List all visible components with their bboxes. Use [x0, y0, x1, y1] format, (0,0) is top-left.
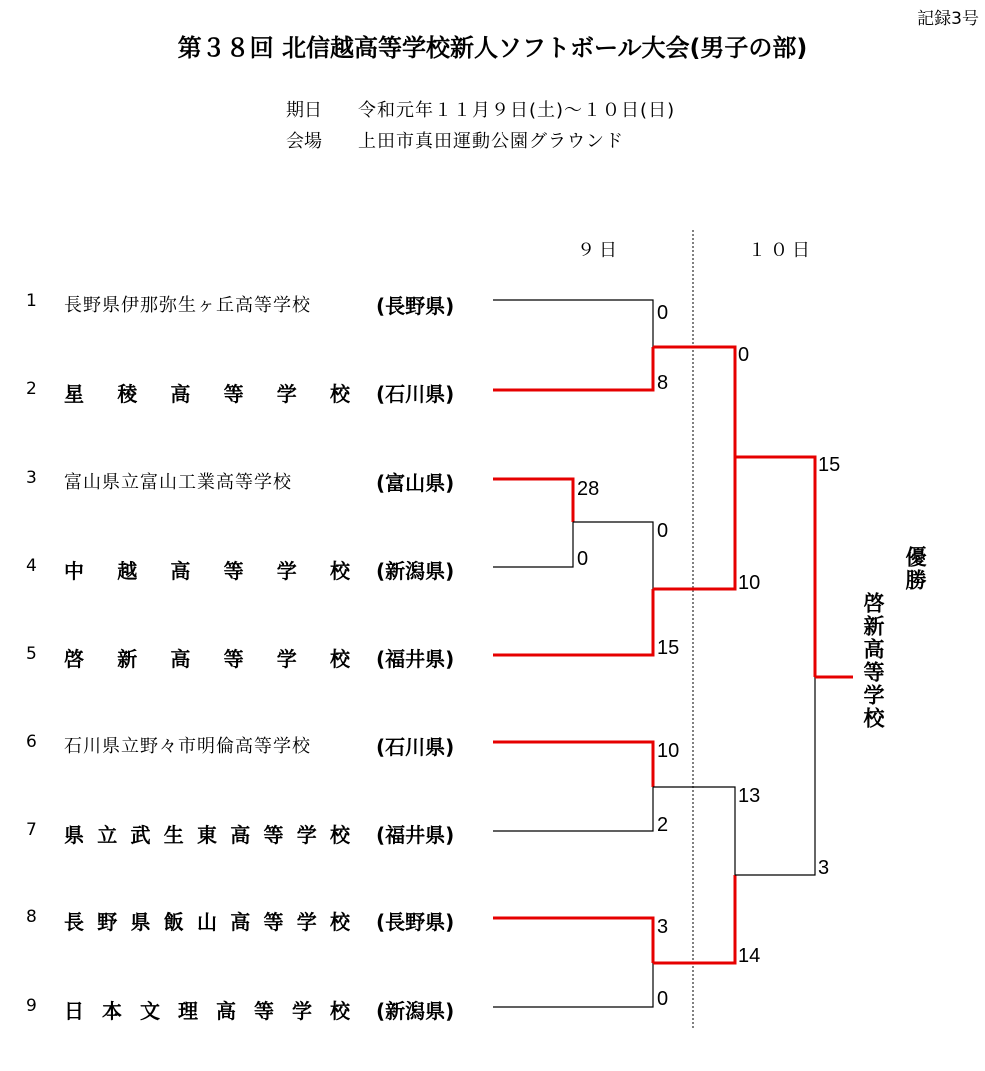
- score-r2-team5: 15: [657, 637, 680, 659]
- champion-label: 優勝: [903, 546, 927, 592]
- team-name: 長野県伊那弥生ヶ丘高等学校: [64, 295, 311, 316]
- team-prefecture: (福井県): [376, 647, 455, 671]
- seed-number: 2: [26, 379, 37, 399]
- bracket-line-team5: [493, 589, 653, 655]
- score-r1-team4: 0: [577, 548, 589, 570]
- page-title: 第３８回 北信越高等学校新人ソフトボール大会(男子の部): [177, 34, 808, 62]
- bracket-line-team8: [493, 918, 653, 963]
- seed-number: 6: [26, 732, 37, 752]
- day-header-2: １０日: [748, 240, 814, 261]
- score-final-top: 15: [818, 454, 841, 476]
- score-r1-team2: 8: [657, 372, 669, 394]
- record-number: 記録3号: [917, 9, 979, 29]
- team-prefecture: (石川県): [376, 382, 455, 406]
- bracket-line-team6: [493, 742, 653, 787]
- team-name: 星稜高等学校: [64, 382, 350, 406]
- champion-team: 啓新高等学校: [861, 592, 885, 730]
- venue-value: 上田市真田運動公園グラウンド: [358, 131, 624, 152]
- team-prefecture: (新潟県): [376, 999, 455, 1023]
- team-name: 日本文理高等学校: [64, 999, 350, 1023]
- score-r1-team7: 2: [657, 814, 669, 836]
- score-r1-team1: 0: [657, 302, 669, 324]
- team-name: 中越高等学校: [64, 559, 350, 583]
- score-r1-team6: 10: [657, 740, 680, 762]
- seed-number: 8: [26, 907, 37, 927]
- team-name: 富山県立富山工業高等学校: [64, 472, 292, 493]
- team-name: 石川県立野々市明倫高等学校: [64, 736, 311, 757]
- venue-label: 会場: [286, 131, 322, 152]
- team-prefecture: (石川県): [376, 735, 455, 759]
- bracket-line-team1: [493, 300, 653, 347]
- score-r1-team9: 0: [657, 988, 669, 1010]
- score-final-bottom: 3: [818, 857, 830, 879]
- score-qf-winner67: 13: [738, 785, 761, 807]
- bracket-line-team9: [493, 963, 653, 1007]
- bracket-line-final-bot: [735, 677, 815, 875]
- team-prefecture: (富山県): [376, 471, 455, 495]
- day-header-1: ９日: [577, 240, 621, 261]
- seed-number: 7: [26, 820, 37, 840]
- seed-number: 9: [26, 996, 37, 1016]
- bracket-line-team2: [493, 347, 653, 390]
- team-prefecture: (新潟県): [376, 559, 455, 583]
- seed-number: 1: [26, 291, 37, 311]
- date-value: 令和元年１１月９日(土)～１０日(日): [358, 100, 676, 121]
- team-name: 長野県飯山高等学校: [64, 910, 350, 934]
- score-qf-winner89: 14: [738, 945, 761, 967]
- score-qf-winner12: 0: [738, 344, 750, 366]
- bracket-line-final-top: [735, 457, 815, 677]
- seed-number: 5: [26, 644, 37, 664]
- team-prefecture: (長野県): [376, 294, 455, 318]
- score-r2-winner34: 0: [657, 520, 669, 542]
- bracket-line-team3: [493, 479, 573, 522]
- seed-number: 3: [26, 468, 37, 488]
- team-prefecture: (福井県): [376, 823, 455, 847]
- team-name: 県立武生東高等学校: [64, 823, 350, 847]
- bracket-line-team7: [493, 787, 653, 831]
- score-qf-winner345: 10: [738, 572, 761, 594]
- team-prefecture: (長野県): [376, 910, 455, 934]
- score-r1-team3: 28: [577, 478, 600, 500]
- seed-number: 4: [26, 556, 37, 576]
- bracket-line-team4: [493, 522, 573, 567]
- team-name: 啓新高等学校: [64, 647, 350, 671]
- bracket-line-winner12: [653, 347, 735, 457]
- date-label: 期日: [286, 100, 322, 121]
- score-r1-team8: 3: [657, 916, 669, 938]
